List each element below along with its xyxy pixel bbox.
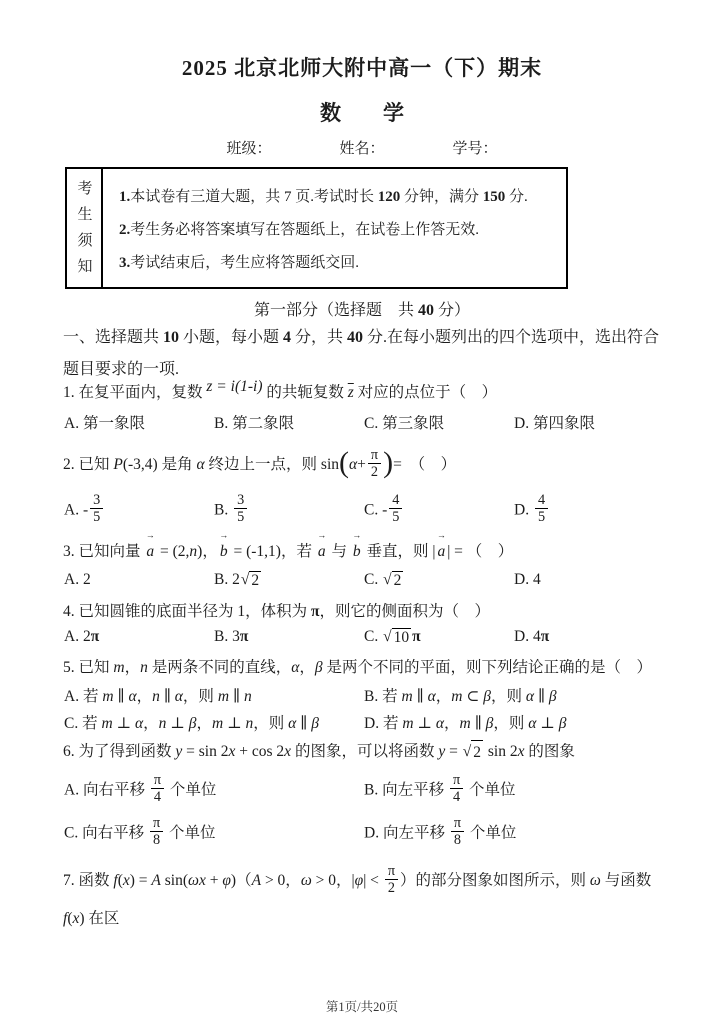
radical: √ 2 (240, 571, 260, 589)
vector-symbol: → a (436, 530, 446, 560)
q6-option-b: B. 向左平移 $\frac{\pi}{4}$ 个单位 (364, 772, 516, 806)
sqrt-icon: √ (240, 571, 250, 588)
vector-arrow-icon: → (219, 530, 229, 540)
q5-option-b: B. 若 m ∥ α，m ⊂ β，则 α ∥ β (364, 688, 557, 705)
radical: √ 10 (383, 628, 410, 646)
part1-intro: 一、选择题共 10 小题，每小题 4 分，共 40 分.在每小题列出的四个选项中，选出符合题目要求的一项. (63, 329, 660, 378)
vector-symbol: → b (219, 530, 229, 560)
student-info-row (0, 137, 724, 158)
page-title: 2025 北京北师大附中高一（下）期末 (181, 56, 543, 80)
q3-option-c: C. √ 2 (364, 571, 402, 589)
part1-header: 第一部分（选择题 共 40 分） (253, 302, 471, 319)
fraction: $\frac{\pi}{2}$ (368, 447, 381, 481)
fraction: $\frac{\pi}{2}$ (385, 863, 398, 897)
q2-option-b: B. $\frac{3}{5}$ (214, 494, 364, 528)
page-number: 第1页/共20页 (325, 1000, 399, 1014)
fraction: $\frac{3}{5}$ (90, 492, 103, 526)
question-6-options-row-1 (64, 774, 684, 808)
q6-option-c: C. 向右平移 $\frac{\pi}{8}$ 个单位 (64, 815, 216, 849)
subject-title: 数 学 (320, 101, 404, 125)
vector-arrow-icon: → (352, 530, 362, 540)
vector-symbol: → a (317, 530, 327, 560)
vector-arrow-icon: → (436, 530, 446, 540)
q1-option-a: A. 第一象限 (64, 415, 145, 432)
q4-option-a: A. 2π (64, 628, 100, 645)
q6-option-a: A. 向右平移 $\frac{\pi}{4}$ 个单位 (64, 772, 217, 806)
fraction: $\frac{3}{5}$ (234, 492, 247, 526)
q5-option-d: D. 若 m ⊥ α，m ∥ β，则 α ⊥ β (364, 715, 567, 732)
question-4-options (64, 628, 684, 647)
q2-option-d: D. $\frac{4}{5}$ (514, 494, 664, 528)
q5-option-c: C. 若 m ⊥ α，n ⊥ β，m ⊥ n，则 α ∥ β (64, 715, 319, 732)
sqrt-icon: √ (383, 571, 392, 588)
question-1-stem: 1. 在复平面内，复数 z = i(1-i) 的共轭复数 $\overline{z}$ 对应的点位于（ ） (63, 378, 498, 401)
vector-symbol: → a (145, 530, 155, 560)
fraction: $\frac{4}{5}$ (535, 492, 548, 526)
question-3-stem: 3. 已知向量 → a = (2,n)， → b = (-1,1)，若 → a 与 → b 垂直，则 | → a | = （ ） (63, 540, 673, 564)
q6-option-d: D. 向左平移 $\frac{\pi}{8}$ 个单位 (364, 815, 517, 849)
q1-option-c: C. 第三象限 (364, 415, 445, 432)
fraction: $\frac{4}{5}$ (389, 492, 402, 526)
q2-option-a: A. - $\frac{3}{5}$ (64, 494, 214, 528)
q5-option-a: A. 若 m ∥ α，n ∥ α，则 m ∥ n (64, 688, 252, 705)
question-4-stem: 4. 已知圆锥的底面半径为 1，体积为 π，则它的侧面积为（ ） (63, 603, 491, 620)
fraction: $\frac{\pi}{8}$ (150, 815, 163, 849)
q2-option-c: C. - $\frac{4}{5}$ (364, 494, 514, 528)
notice-items (103, 169, 566, 287)
student-id-label: 学号： (452, 141, 498, 157)
question-2-options (64, 494, 684, 528)
fraction: $\frac{\pi}{8}$ (451, 815, 464, 849)
vector-arrow-icon: → (317, 530, 327, 540)
radical: √ 2 (383, 571, 402, 589)
q3-option-d: D. 4 (514, 571, 541, 588)
q4-option-c: C. √ 10 π (364, 628, 421, 646)
q1-option-d: D. 第四象限 (514, 415, 595, 432)
question-6-stem: 6. 为了得到函数 y = sin 2x + cos 2x 的图象，可以将函数 y = √ 2 sin 2x 的图象 (63, 740, 673, 765)
question-3-options (64, 571, 684, 590)
question-1-options (64, 411, 684, 433)
question-7-stem: 7. 函数 f(x) = A sin(ωx + φ)（A > 0，ω > 0，|φ| < $\frac{\pi}{2}$ ）的部分图象如图所示，则 ω 与函数 f(x) 在区 (63, 862, 652, 927)
notice-item-1: 1.本试卷有三道大题，共 7 页.考试时长 120 分钟，满分 150 分. (119, 188, 528, 205)
class-label: 班级： (226, 141, 272, 157)
radical: √ 2 (463, 740, 483, 765)
q4-option-d: D. 4π (514, 628, 550, 645)
fraction: $\frac{\pi}{4}$ (450, 772, 463, 806)
notice-item-2: 2.考生务必将答案填写在答题纸上，在试卷上作答无效. (119, 221, 480, 238)
vector-arrow-icon: → (145, 530, 155, 540)
q3-option-a: A. 2 (64, 571, 91, 588)
notice-side-label: 考生须知 (67, 169, 103, 287)
sqrt-icon: √ (462, 743, 472, 760)
question-2-stem: 2. 已知 P(-3,4) 是角 α 终边上一点，则 sin(α+ $\frac{\pi}{2}$ )= （ ） (63, 446, 457, 480)
notice-box (65, 167, 568, 289)
question-5-options-row-1 (64, 684, 684, 706)
name-label: 姓名： (339, 141, 385, 157)
question-6-options-row-2 (64, 817, 684, 851)
notice-item-3: 3.考试结束后，考生应将答题纸交回. (119, 254, 360, 271)
q3-option-b: B. 2 √ 2 (214, 571, 260, 589)
question-5-stem: 5. 已知 m，n 是两条不同的直线，α，β 是两个不同的平面，则下列结论正确的是（ ） (63, 659, 653, 676)
sqrt-icon: √ (383, 628, 392, 645)
vector-symbol: → b (352, 530, 362, 560)
fraction: $\frac{\pi}{4}$ (151, 772, 164, 806)
q4-option-b: B. 3π (214, 628, 249, 645)
q1-option-b: B. 第二象限 (214, 415, 295, 432)
question-5-options-row-2 (64, 711, 684, 733)
